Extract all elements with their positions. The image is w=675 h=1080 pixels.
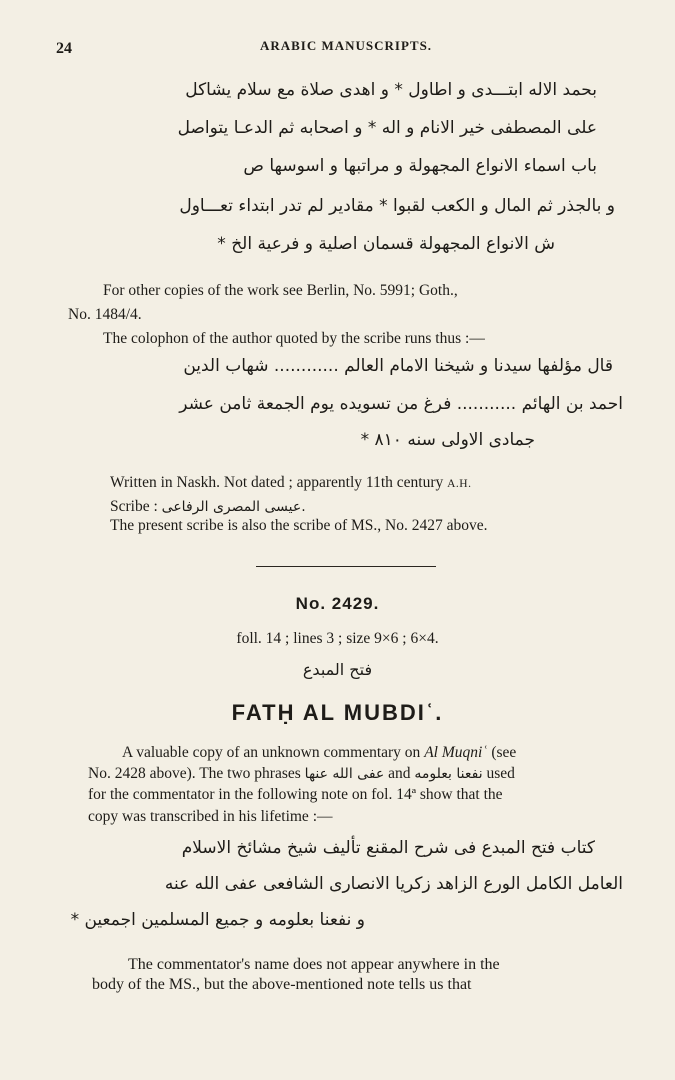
verse-line: و بالجذر ثم المال و الكعب لقبوا * مقادير لم تدر ابتداء تعـــاول <box>179 196 615 216</box>
desc-text: used <box>486 765 515 782</box>
note-line: و نفعنا بعلومه و جميع المسلمين اجمعين * <box>70 910 365 930</box>
verse-line: على المصطفى خير الانام و اله * و اصحابه ثم الدعـا يتواصل <box>177 118 597 138</box>
closing-line: body of the MS., but the above-mentioned note tells us that <box>92 976 472 993</box>
colophon-intro: The colophon of the author quoted by the scribe runs thus :— <box>103 330 485 347</box>
scribe-name: عيسى المصرى الرفاعى. <box>161 499 306 515</box>
closing-line: The commentator's name does not appear anywhere in the <box>128 956 500 973</box>
written-note <box>110 474 472 492</box>
description-line: copy was transcribed in his lifetime :— <box>88 808 333 825</box>
verse-line: ش الانواع المجهولة قسمان اصلية و فرعية الخ * <box>217 234 555 254</box>
other-copies-ref: No. 1484/4. <box>68 306 142 323</box>
ms-number: No. 2429. <box>295 594 380 613</box>
folio-info: foll. 14 ; lines 3 ; size 9×6 ; 6×4. <box>236 630 439 647</box>
arabic-phrase: نفعنا بعلومه <box>414 766 483 782</box>
arabic-phrase: عفى الله عنها <box>304 766 385 782</box>
running-head: ARABIC MANUSCRIPTS. <box>259 38 433 53</box>
note-line: العامل الكامل الورع الزاهد زكريا الانصارى الشافعى عفى الله عنه <box>164 874 623 894</box>
scribe-note: The present scribe is also the scribe of MS., No. 2427 above. <box>110 517 488 534</box>
note-line: كتاب فتح المبدع فى شرح المقنع تأليف شيخ مشائخ الاسلام <box>181 838 595 858</box>
description-line <box>88 765 515 783</box>
section-divider <box>256 566 436 567</box>
other-copies-line: For other copies of the work see Berlin, No. 5991; Goth., <box>103 282 458 299</box>
description-line <box>122 744 516 762</box>
description-line: for the commentator in the following note on fol. 14ª show that the <box>88 786 503 803</box>
desc-text: A valuable copy of an unknown commentary on <box>122 744 421 761</box>
era-abbrev: A.H. <box>447 478 472 490</box>
colophon-line: جمادى الاولى سنه ٨١٠ * <box>360 430 535 450</box>
scribe-label: Scribe : <box>110 498 158 515</box>
colophon-line: قال مؤلفها سيدنا و شيخنا الامام العالم ............ شهاب الدين <box>183 356 613 376</box>
scribe-line <box>110 498 306 516</box>
written-text: Written in Naskh. Not dated ; apparently 11th century <box>110 474 444 491</box>
work-title: FATḤ AL MUBDIʿ. <box>231 700 444 725</box>
desc-text: No. 2428 above). The two phrases <box>88 765 301 782</box>
desc-text: and <box>388 765 411 782</box>
desc-text: (see <box>491 744 517 761</box>
colophon-line: احمد بن الهائم ........... فرغ من تسويده يوم الجمعة ثامن عشر <box>179 394 623 414</box>
page-header <box>56 38 636 60</box>
verse-line: بحمد الاله ابتـــدى و اطاول * و اهدى صلاة مع سلام يشاكل <box>185 80 597 100</box>
page-number: 24 <box>56 40 72 57</box>
verse-line: باب اسماء الانواع المجهولة و مراتبها و اسوسها ص <box>243 156 597 176</box>
arabic-title: فتح المبدع <box>302 660 373 679</box>
work-ref: Al Muqniʿ <box>424 744 488 761</box>
